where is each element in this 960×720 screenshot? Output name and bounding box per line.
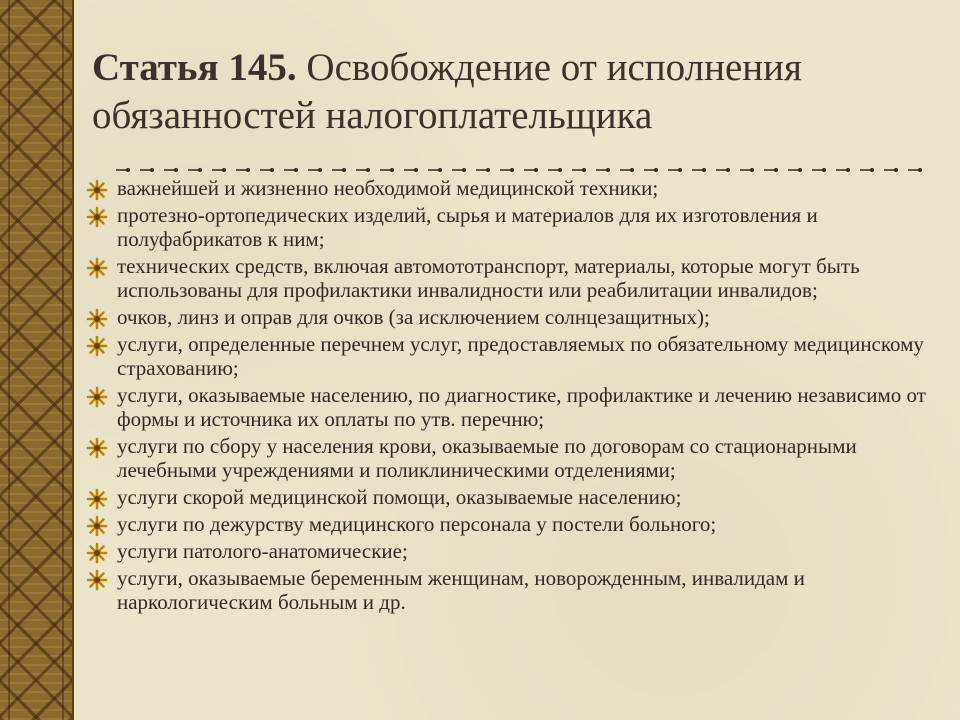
star-bullet-icon bbox=[86, 488, 108, 510]
divider-dot bbox=[294, 168, 298, 172]
list-item-text: услуги, определенные перечнем услуг, предоставляемых по обязательному медицинскому страхованию; bbox=[117, 332, 924, 380]
list-item bbox=[86, 383, 952, 431]
divider-dot bbox=[678, 168, 682, 172]
star-bullet-icon bbox=[86, 257, 108, 279]
divider-dot bbox=[246, 168, 250, 172]
divider-dot bbox=[366, 168, 370, 172]
title-article-number: Статья 145. bbox=[92, 46, 297, 89]
divider-dot bbox=[582, 168, 586, 172]
list-item-text: услуги патолого-анатомические; bbox=[117, 539, 408, 563]
star-bullet-icon bbox=[86, 569, 108, 591]
title-text: Освобождение от исполнения обязанностей налогоплательщика bbox=[92, 46, 802, 137]
list-item-text: услуги скорой медицинской помощи, оказываемые населению; bbox=[117, 485, 682, 509]
list-item-text: услуги по дежурству медицинского персонала у постели больного; bbox=[117, 512, 717, 536]
divider-dot bbox=[702, 168, 706, 172]
divider-dot bbox=[390, 168, 394, 172]
list-item-text: услуги, оказываемые населению, по диагностике, профилактике и лечению независимо от формы и источника их оплаты по утв. перечню; bbox=[117, 383, 926, 431]
divider-dot bbox=[798, 168, 802, 172]
star-bullet-icon bbox=[86, 437, 108, 459]
list-item-text: очков, линз и оправ для очков (за исключением солнцезащитных); bbox=[117, 305, 710, 329]
star-bullet-icon bbox=[86, 515, 108, 537]
divider-dot bbox=[894, 168, 898, 172]
divider-dot bbox=[606, 168, 610, 172]
divider-dot bbox=[846, 168, 850, 172]
star-bullet-icon bbox=[86, 335, 108, 357]
list-item bbox=[86, 305, 952, 329]
divider-dot bbox=[750, 168, 754, 172]
dashed-divider bbox=[116, 166, 932, 174]
list-item bbox=[86, 512, 952, 536]
divider-dot bbox=[414, 168, 418, 172]
divider-dot bbox=[918, 168, 922, 172]
divider-dot bbox=[630, 168, 634, 172]
divider-dot bbox=[174, 168, 178, 172]
divider-dot bbox=[558, 168, 562, 172]
divider-dot bbox=[774, 168, 778, 172]
list-item bbox=[86, 176, 952, 200]
list-item-text: важнейшей и жизненно необходимой медицинской техники; bbox=[117, 176, 659, 200]
list-item-text: услуги по сбору у населения крови, оказываемые по договорам со стационарными лечебными учреждениями и поликлиническими отделениями; bbox=[117, 434, 857, 482]
list-item bbox=[86, 332, 952, 380]
divider-dot bbox=[438, 168, 442, 172]
list-item bbox=[86, 254, 952, 302]
divider-dot bbox=[822, 168, 826, 172]
strip-border bbox=[8, 0, 64, 720]
slide-title bbox=[92, 44, 932, 140]
star-bullet-icon bbox=[86, 206, 108, 228]
divider-dot bbox=[462, 168, 466, 172]
list-item bbox=[86, 566, 952, 614]
list-item-text: протезно-ортопедических изделий, сырья и материалов для их изготовления и полуфабрикатов к ним; bbox=[117, 203, 818, 251]
divider-dot bbox=[870, 168, 874, 172]
divider-dot bbox=[534, 168, 538, 172]
decorative-side-strip bbox=[0, 0, 74, 720]
star-bullet-icon bbox=[86, 179, 108, 201]
star-bullet-icon bbox=[86, 308, 108, 330]
divider-dot bbox=[654, 168, 658, 172]
divider-dot bbox=[270, 168, 274, 172]
list-item bbox=[86, 203, 952, 251]
divider-dot bbox=[342, 168, 346, 172]
divider-dot bbox=[198, 168, 202, 172]
divider-dot bbox=[510, 168, 514, 172]
list-item bbox=[86, 434, 952, 482]
star-bullet-icon bbox=[86, 386, 108, 408]
divider-dot bbox=[726, 168, 730, 172]
list-item-text: услуги, оказываемые беременным женщинам, новорожденным, инвалидам и наркологическим больным и др. bbox=[117, 566, 805, 614]
divider-dot bbox=[126, 168, 130, 172]
bullet-list bbox=[86, 176, 952, 617]
divider-dot bbox=[222, 168, 226, 172]
list-item bbox=[86, 539, 952, 563]
star-bullet-icon bbox=[86, 542, 108, 564]
divider-dot bbox=[486, 168, 490, 172]
list-item bbox=[86, 485, 952, 509]
divider-dot bbox=[150, 168, 154, 172]
list-item-text: технических средств, включая автомототранспорт, материалы, которые могут быть использованы для профилактики инвалидности или реабилитации инвалидов; bbox=[117, 254, 860, 302]
divider-dot bbox=[318, 168, 322, 172]
